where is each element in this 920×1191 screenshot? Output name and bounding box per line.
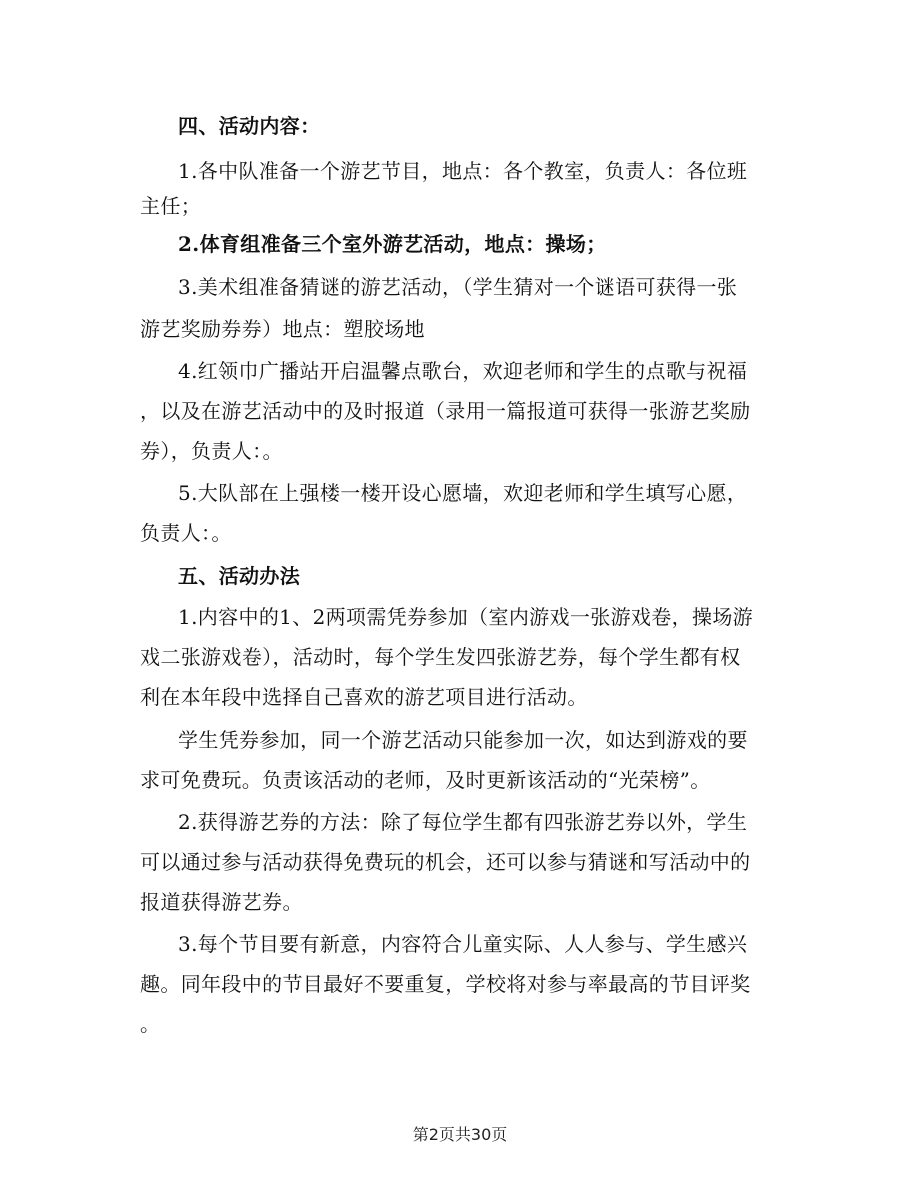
section-four-item-4-line-1: 4.红领巾广播站开启温馨点歌台，欢迎老师和学生的点歌与祝福 (178, 359, 748, 383)
section-five-heading: 五、活动办法 (178, 564, 301, 588)
section-four-item-1-line-1: 1.各中队准备一个游艺节目，地点：各个教室，负责人：各位班 (178, 159, 748, 183)
section-five-paragraph-3-line-2: 可以通过参与活动获得免费玩的机会，还可以参与猜谜和写活动中的 (140, 850, 751, 874)
section-five-paragraph-4-line-1: 3.每个节目要有新意，内容符合儿童实际、人人参与、学生感兴 (178, 932, 748, 956)
section-five-paragraph-1-line-1: 1.内容中的1、2两项需凭券参加（室内游戏一张游戏卷，操场游 (178, 605, 754, 629)
section-four-item-5-line-1: 5.大队部在上强楼一楼开设心愿墙，欢迎老师和学生填写心愿， (178, 481, 748, 505)
section-five-paragraph-3-line-1: 2.获得游艺券的方法：除了每位学生都有四张游艺券以外，学生 (178, 810, 748, 834)
section-four-item-3-line-2: 游艺奖励券券）地点：塑胶场地 (140, 317, 425, 341)
section-five-paragraph-2-line-2: 求可免费玩。负责该活动的老师，及时更新该活动的“光荣榜”。 (140, 768, 711, 792)
page-number-footer: 第2页共30页 (412, 1125, 508, 1144)
section-four-item-3-line-1: 3.美术组准备猜谜的游艺活动，（学生猜对一个谜语可获得一张 (178, 275, 738, 299)
section-four-heading: 四、活动内容： (178, 114, 321, 138)
section-five-paragraph-4-line-3: 。 (140, 1012, 161, 1036)
section-five-paragraph-2-line-1: 学生凭券参加，同一个游艺活动只能参加一次，如达到游戏的要 (178, 728, 748, 752)
section-four-item-4-line-3: 券），负责人：。 (140, 439, 283, 463)
section-five-paragraph-4-line-2: 趣。同年段中的节目最好不要重复，学校将对参与率最高的节目评奖 (140, 972, 751, 996)
section-four-item-4-line-2: ，以及在游艺活动中的及时报道（录用一篇报道可获得一张游艺奖励 (140, 399, 751, 423)
section-four-item-5-line-2: 负责人：。 (140, 521, 232, 545)
section-four-item-1-line-2: 主任； (140, 194, 202, 218)
section-five-paragraph-1-line-2: 戏二张游戏卷），活动时，每个学生发四张游艺券，每个学生都有权 (140, 645, 741, 669)
section-four-item-2-line-1: 2.体育组准备三个室外游艺活动，地点：操场； (178, 232, 607, 256)
section-five-paragraph-1-line-3: 利在本年段中选择自己喜欢的游艺项目进行活动。 (140, 685, 588, 709)
section-five-paragraph-3-line-3: 报道获得游艺券。 (140, 890, 303, 914)
